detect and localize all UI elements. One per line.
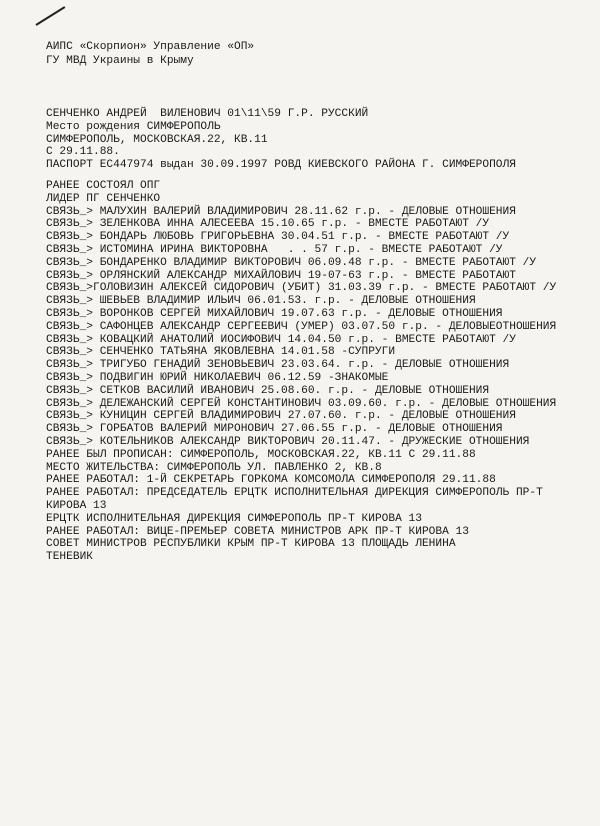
header-line-agency: АИПС «Скорпион» Управление «ОП» xyxy=(46,41,255,53)
history-item: ЕРЦТК ИСПОЛНИТЕЛЬНАЯ ДИРЕКЦИЯ СИМФЕРОПОЛЬ ПР-Т КИРОВА 13 xyxy=(46,512,422,525)
relation-item: СВЯЗЬ_> ВОРОНКОВ СЕРГЕЙ МИХАЙЛОВИЧ 19.07.63 г.р. - ДЕЛОВЫЕ ОТНОШЕНИЯ xyxy=(46,307,503,320)
status-line-group: РАНЕЕ СОСТОЯЛ ОПГ xyxy=(46,179,161,192)
relation-item: СВЯЗЬ_> ОРЛЯНСКИЙ АЛЕКСАНДР МИХАЙЛОВИЧ 19-07-63 г.р. - ВМЕСТЕ РАБОТАЮТ xyxy=(46,269,516,282)
history-item: РАНЕЕ РАБОТАЛ: ПРЕДСЕДАТЕЛЬ ЕРЦТК ИСПОЛНИТЕЛЬНАЯ ДИРЕКЦИЯ СИМФЕРОПОЛЬ ПР-Т xyxy=(46,487,543,500)
relation-item: СВЯЗЬ_> ИСТОМИНА ИРИНА ВИКТОРОВНА . . 57 г.р. - ВМЕСТЕ РАБОТАЮТ /У xyxy=(46,243,503,256)
relation-item: СВЯЗЬ_> КОВАЦКИЙ АНАТОЛИЙ ИОСИФОВИЧ 14.04.50 г.р. - ВМЕСТЕ РАБОТАЮТ /У xyxy=(46,333,516,346)
relation-item: СВЯЗЬ_> САФОНЦЕВ АЛЕКСАНДР СЕРГЕЕВИЧ (УМЕР) 03.07.50 г.р. - ДЕЛОВЫЕОТНОШЕНИЯ xyxy=(46,320,557,333)
history-item: МЕСТО ЖИТЕЛЬСТВА: СИМФЕРОПОЛЬ УЛ. ПАВЛЕНКО 2, КВ.8 xyxy=(46,461,382,474)
history-item: СОВЕТ МИНИСТРОВ РЕСПУБЛИКИ КРЫМ ПР-Т КИРОВА 13 ПЛОЩАДЬ ЛЕНИНА xyxy=(46,538,456,551)
relations-list xyxy=(46,206,594,449)
relation-item: СВЯЗЬ_> МАЛУХИН ВАЛЕРИЙ ВЛАДИМИРОВИЧ 28.11.62 г.р. - ДЕЛОВЫЕ ОТНОШЕНИЯ xyxy=(46,205,516,218)
history-item: ТЕНЕВИК xyxy=(46,551,93,564)
passport: ПАСПОРТ ЕС447974 выдан 30.09.1997 РОВД КИЕВСКОГО РАЙОНА Г. СИМФЕРОПОЛЯ xyxy=(46,159,516,172)
status-line-leader: ЛИДЕР ПГ СЕНЧЕНКО xyxy=(46,192,161,205)
relation-item: СВЯЗЬ_> ДЕЛЕЖАНСКИЙ СЕРГЕЙ КОНСТАНТИНОВИЧ 03.09.60. г.р. - ДЕЛОВЫЕ ОТНОШЕНИЯ xyxy=(46,397,557,410)
history-item: РАНЕЕ БЫЛ ПРОПИСАН: СИМФЕРОПОЛЬ, МОСКОВСКАЯ.22, КВ.11 С 29.11.88 xyxy=(46,448,476,461)
history-item: РАНЕЕ РАБОТАЛ: 1-Й СЕКРЕТАРЬ ГОРКОМА КОМСОМОЛА СИМФЕРОПОЛЯ 29.11.88 xyxy=(46,474,496,487)
subject-name: СЕНЧЕНКО АНДРЕЙ ВИЛЕНОВИЧ 01\11\59 Г.Р. РУССКИЙ xyxy=(46,108,369,120)
header-line-ministry: ГУ МВД Украины в Крыму xyxy=(46,55,194,67)
relation-item: СВЯЗЬ_> КУНИЦИН СЕРГЕЙ ВЛАДИМИРОВИЧ 27.07.60. г.р. - ДЕЛОВЫЕ ОТНОШЕНИЯ xyxy=(46,410,516,423)
relation-item: СВЯЗЬ_> ПОДВИГИН ЮРИЙ НИКОЛАЕВИЧ 06.12.59 -ЗНАКОМЫЕ xyxy=(46,371,389,384)
document-header xyxy=(46,40,254,68)
since-date: С 29.11.88. xyxy=(46,146,120,159)
birthplace: Место рождения СИМФЕРОПОЛЬ xyxy=(46,120,221,133)
relation-item: СВЯЗЬ_> СЕТКОВ ВАСИЛИЙ ИВАНОВИЧ 25.08.60. г.р. - ДЕЛОВЫЕ ОТНОШЕНИЯ xyxy=(46,384,490,397)
relation-item: СВЯЗЬ_> ТРИГУБО ГЕНАДИЙ ЗЕНОВЬЕВИЧ 23.03.64. г.р. - ДЕЛОВЫЕ ОТНОШЕНИЯ xyxy=(46,359,510,372)
address: СИМФЕРОПОЛЬ, МОСКОВСКАЯ.22, КВ.11 xyxy=(46,133,268,146)
relation-item: СВЯЗЬ_> БОНДАРЬ ЛЮБОВЬ ГРИГОРЬЕВНА 30.04.51 г.р. - ВМЕСТЕ РАБОТАЮТ /У xyxy=(46,231,510,244)
relation-item: СВЯЗЬ_> СЕНЧЕНКО ТАТЬЯНА ЯКОВЛЕВНА 14.01.58 -СУПРУГИ xyxy=(46,346,396,359)
relation-item: СВЯЗЬ_> БОНДАРЕНКО ВЛАДИМИР ВИКТОРОВИЧ 06.09.48 г.р. - ВМЕСТЕ РАБОТАЮТ /У xyxy=(46,256,537,269)
relation-item: СВЯЗЬ_> ЗЕЛЕНКОВА ИННА АЛЕСЕЕВА 15.10.65 г.р. - ВМЕСТЕ РАБОТАЮТ /У xyxy=(46,218,490,231)
relation-item: СВЯЗЬ_>ГОЛОВИЗИН АЛЕКСЕЙ СИДОРОВИЧ (УБИТ) 31.03.39 г.р. - ВМЕСТЕ РАБОТАЮТ /У xyxy=(46,282,557,295)
document-body xyxy=(46,108,594,564)
history-item: КИРОВА 13 xyxy=(46,499,107,512)
relation-item: СВЯЗЬ_> КОТЕЛЬНИКОВ АЛЕКСАНДР ВИКТОРОВИЧ 20.11.47. - ДРУЖЕСКИЕ ОТНОШЕНИЯ xyxy=(46,435,530,448)
history-list xyxy=(46,449,594,564)
relation-item: СВЯЗЬ_> ШЕВЬЕВ ВЛАДИМИР ИЛЬИЧ 06.01.53. г.р. - ДЕЛОВЫЕ ОТНОШЕНИЯ xyxy=(46,295,476,308)
pen-mark xyxy=(35,6,65,26)
history-item: РАНЕЕ РАБОТАЛ: ВИЦЕ-ПРЕМЬЕР СОВЕТА МИНИСТРОВ АРК ПР-Т КИРОВА 13 xyxy=(46,525,469,538)
relation-item: СВЯЗЬ_> ГОРБАТОВ ВАЛЕРИЙ МИРОНОВИЧ 27.06.55 г.р. - ДЕЛОВЫЕ ОТНОШЕНИЯ xyxy=(46,423,503,436)
